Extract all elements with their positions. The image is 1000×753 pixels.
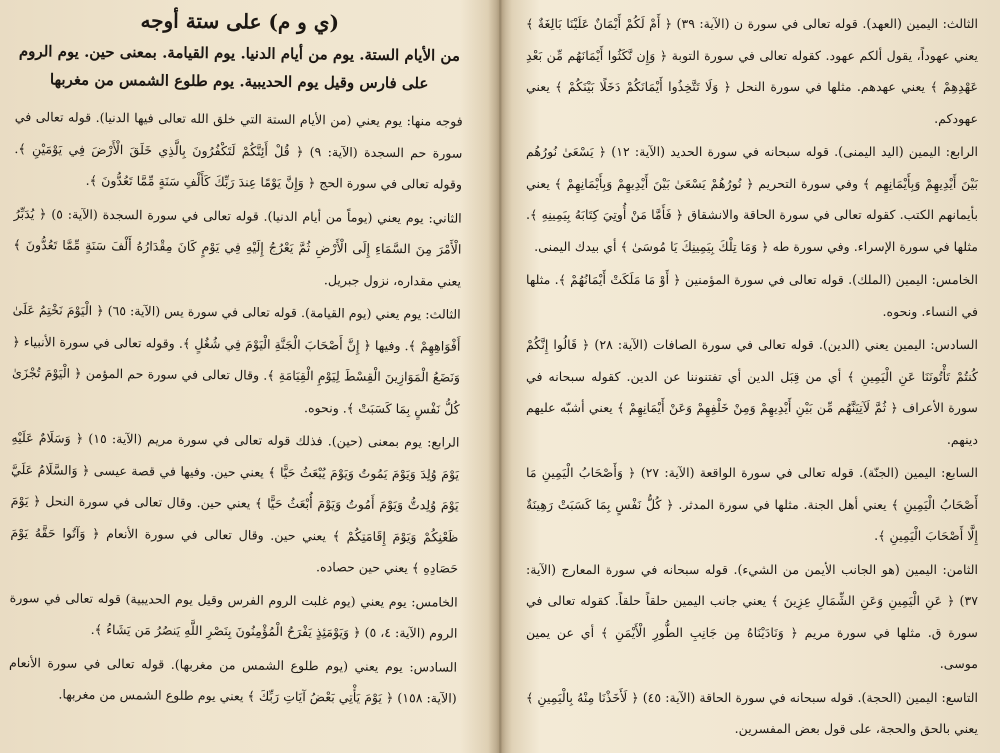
paragraph: السادس: يوم يعني (يوم طلوع الشمس من مغربها). قوله تعالى في سورة الأنعام (الآية: ١٥٨) ﴿ يَوْمَ يَأْتِي بَعْضُ آيَاتِ رَبِّكَ ﴾ يعني يوم طلوع الشمس من مغربها. [8,654,458,706]
chapter-title: (ي و م) على ستة أوجه [140,8,340,35]
left-page [0,0,490,753]
paragraph: الرابع: اليمين (اليد اليمنى). قوله سبحانه في سورة الحديد (الآية: ١٢) ﴿ يَسْعَىٰ نُورُهُم بَيْنَ أَيْدِيهِمْ وَبِأَيْمَانِهِم ﴾ وفي سورة التحريم ﴿ نُورُهُمْ يَسْعَىٰ بَيْنَ أَيْدِيهِمْ وَبِأَيْمَانِهِمْ ﴾ يعني بأيمانهم الكتب. كقوله تعالى في سورة الحاقة والانشقاق ﴿ فَأَمَّا مَنْ أُوتِيَ كِتَابَهُ بِيَمِينِهِ ﴾. مثلها في سورة الإسراء. وفي سورة طه ﴿ وَمَا تِلْكَ بِيَمِينِكَ يَا مُوسَىٰ ﴾ أي بيدك اليمنى. [526,144,978,254]
paragraph: الخامس: يوم يعني (يوم غلبت الروم الفرس وقيل يوم الحديبية) قوله تعالى في سورة الروم (الآية: ٤، ٥) ﴿ وَيَوْمَئِذٍ يَفْرَحُ الْمُؤْمِنُونَ بِنَصْرِ اللَّهِ يَنصُرُ مَن يَشَاءُ ﴾. [9,589,458,641]
paragraph: السادس: اليمين يعني (الدين). قوله تعالى في سورة الصافات (الآية: ٢٨) ﴿ قَالُوا إِنَّكُمْ كُنتُمْ تَأْتُونَنَا عَنِ الْيَمِينِ ﴾ أي من قِبَل الدين أي تفتنوننا عن الدين. كقوله سبحانه في سورة الأعراف ﴿ ثُمَّ لَآتِيَنَّهُم مِّن بَيْنِ أَيْدِيهِمْ وَمِنْ خَلْفِهِمْ وَعَنْ أَيْمَانِهِمْ ﴾ يعني أشبّه عليهم دينهم. [526,337,979,447]
paragraph: التاسع: اليمين (الحجة). قوله سبحانه في سورة الحاقة (الآية: ٤٥) ﴿ لَأَخَذْنَا مِنْهُ بِالْيَمِينِ ﴾ يعني بالحق والحجة، على قول بعض المفسرين. [526,689,978,736]
paragraph: السابع: اليمين (الجنّة). قوله تعالى في سورة الواقعة (الآية: ٢٧) ﴿ وَأَصْحَابُ الْيَمِينِ مَا أَصْحَابُ الْيَمِينِ ﴾ يعني أهل الجنة. مثلها في سورة المدثر. ﴿ كُلُّ نَفْسٍ بِمَا كَسَبَتْ رَهِينَةٌ إِلَّا أَصْحَابَ الْيَمِينِ ﴾. [526,465,978,543]
paragraph: الرابع: يوم بمعنى (حين). فذلك قوله تعالى في سورة مريم (الآية: ١٥) ﴿ وَسَلَامٌ عَلَيْهِ يَوْمَ وُلِدَ وَيَوْمَ يَمُوتُ وَيَوْمَ يُبْعَثُ حَيًّا ﴾ يعني حين. وفيها في قصة عيسى ﴿ وَالسَّلَامُ عَلَيَّ يَوْمَ وُلِدتُّ وَيَوْمَ أَمُوتُ وَيَوْمَ أُبْعَثُ حَيًّا ﴾ يعني حين. وقال تعالى في سورة النحل ﴿ يَوْمَ ظَعْنِكُمْ وَيَوْمَ إِقَامَتِكُمْ ﴾ يعني حين. وقال تعالى في سورة الأنعام ﴿ وَآتُوا حَقَّهُ يَوْمَ حَصَادِهِ ﴾ يعني حين حصاده. [10,430,460,576]
paragraph: الثاني: يوم يعني (يوماً من أيام الدنيا). قوله تعالى في سورة السجدة (الآية: ٥) ﴿ يُدَبِّرُ الْأَمْرَ مِنَ السَّمَاءِ إِلَى الْأَرْضِ ثُمَّ يَعْرُجُ إِلَيْهِ فِي يَوْمٍ كَانَ مِقْدَارُهُ أَلْفَ سَنَةٍ مِّمَّا تَعُدُّونَ ﴾ يعني مقداره، نزول جبريل. [13,205,462,289]
chapter-subtitle: من الأيام الستة. يوم من أيام الدنيا. يوم القيامة. بمعنى حين. يوم الروم على فارس وقيل يوم الحديبية. يوم طلوع الشمس من مغربها [18,42,461,93]
paragraph: الثامن: اليمين (هو الجانب الأيمن من الشيء). قوله سبحانه في سورة المعارج (الآية: ٣٧) ﴿ عَنِ الْيَمِينِ وَعَنِ الشِّمَالِ عِزِينَ ﴾ يعني جانب اليمين حلقاً حلقاً. كقوله تعالى في سورة ق. مثلها في سورة مريم ﴿ وَنَادَيْنَاهُ مِن جَانِبِ الطُّورِ الْأَيْمَنِ ﴾ أي عن يمين موسى. [526,561,978,671]
paragraph: الثالث: اليمين (العهد). قوله تعالى في سورة ن (الآية: ٣٩) ﴿ أَمْ لَكُمْ أَيْمَانٌ عَلَيْنَا بَالِغَةٌ ﴾ يعني عهوداً، يقول ألكم عهود. كقوله تعالى في سورة التوبة ﴿ وَإِن نَّكَثُوا أَيْمَانَهُم مِّن بَعْدِ عَهْدِهِمْ ﴾ يعني عهدهم. مثلها في سورة النحل ﴿ وَلَا تَتَّخِذُوا أَيْمَانَكُمْ دَخَلًا بَيْنَكُمْ ﴾ يعني عهودكم. [526,16,979,126]
paragraph: فوجه منها: يوم يعني (من الأيام الستة التي خلق الله تعالى فيها الدنيا). قوله تعالى في سورة حم السجدة (الآية: ٩) ﴿ قُلْ أَئِنَّكُمْ لَتَكْفُرُونَ بِالَّذِي خَلَقَ الْأَرْضَ فِي يَوْمَيْنِ ﴾. وقوله تعالى في سورة الحج ﴿ وَإِنَّ يَوْمًا عِندَ رَبِّكَ كَأَلْفِ سَنَةٍ مِّمَّا تَعُدُّونَ ﴾. [14,109,463,192]
paragraph: الخامس: اليمين (الملك). قوله تعالى في سورة المؤمنين ﴿ أَوْ مَا مَلَكَتْ أَيْمَانُهُمْ ﴾. مثلها في النساء. ونحوه. [526,272,978,319]
paragraph: الثالث: يوم يعني (يوم القيامة). قوله تعالى في سورة يس (الآية: ٦٥) ﴿ الْيَوْمَ نَخْتِمُ عَلَىٰ أَفْوَاهِهِمْ ﴾. وفيها ﴿ إِنَّ أَصْحَابَ الْجَنَّةِ الْيَوْمَ فِي شُغُلٍ ﴾. وقوله تعالى في سورة الأنبياء ﴿ وَنَضَعُ الْمَوَازِينَ الْقِسْطَ لِيَوْمِ الْقِيَامَةِ ﴾. وقال تعالى في سورة حم المؤمن ﴿ الْيَوْمَ تُجْزَىٰ كُلُّ نَفْسٍ بِمَا كَسَبَتْ ﴾. ونحوه. [11,302,461,417]
right-page [508,0,1000,753]
